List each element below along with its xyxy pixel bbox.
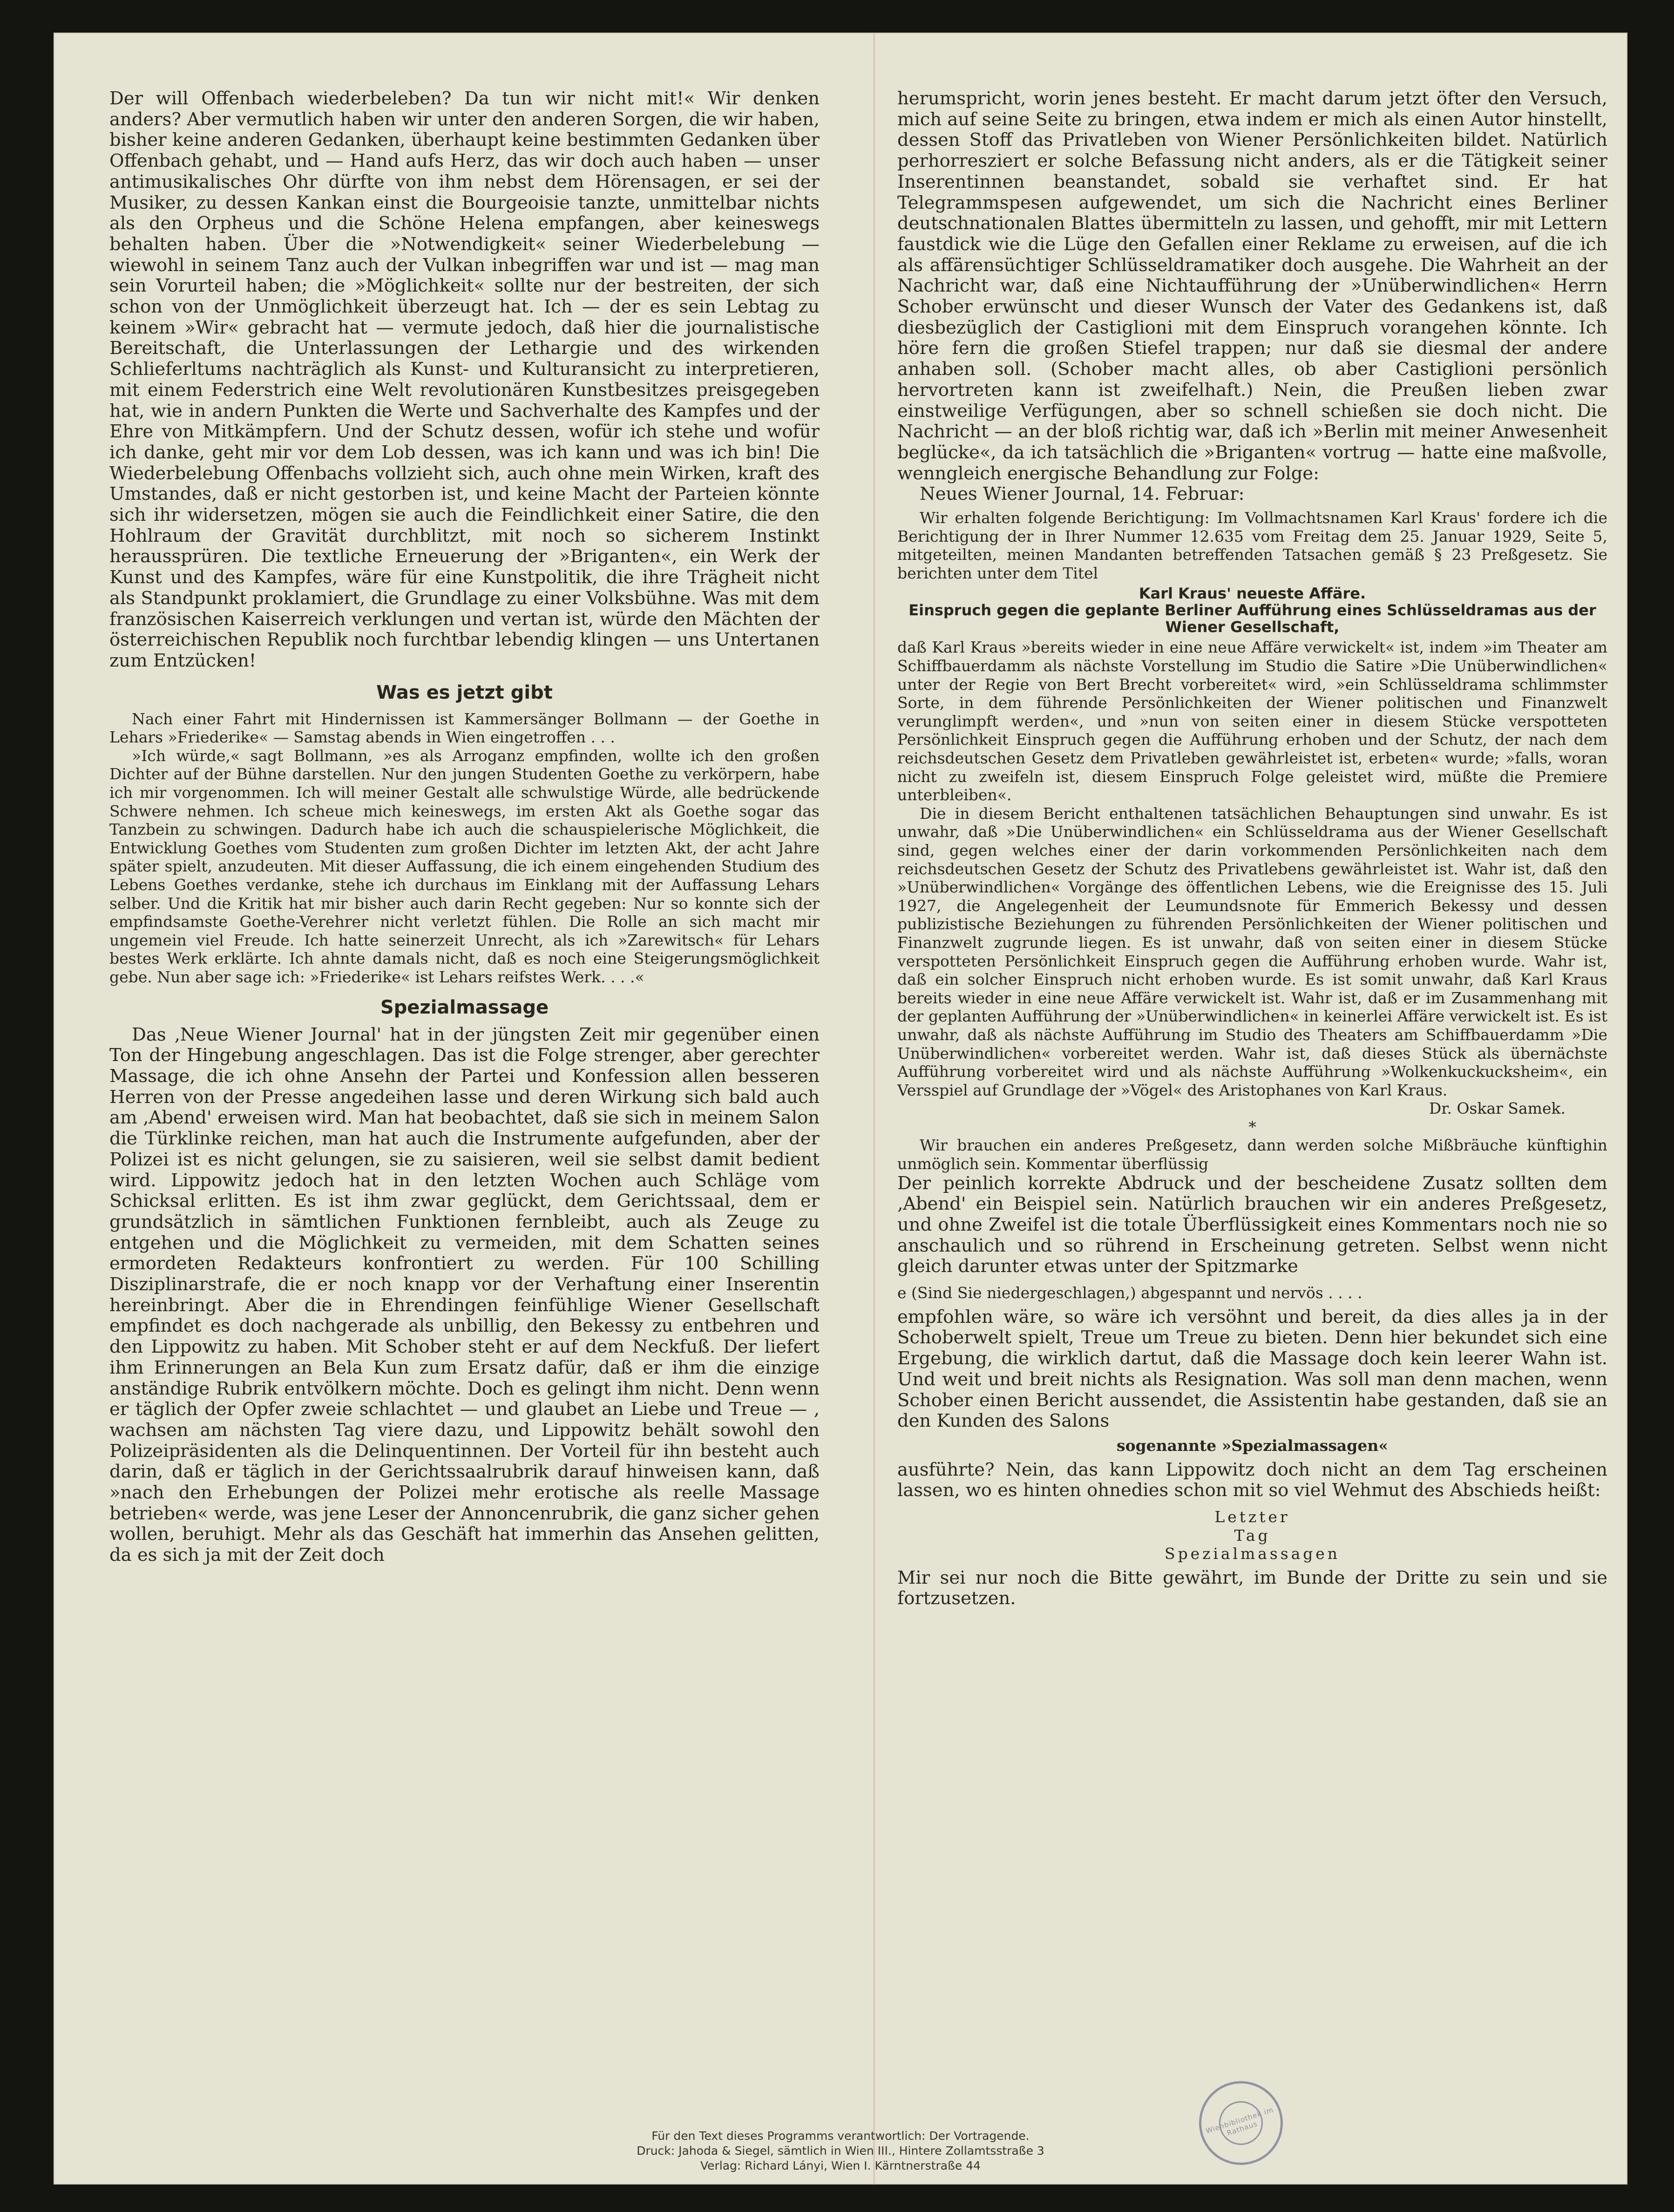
was-es-jetzt-gibt-paragraph-1: Nach einer Fahrt mit Hindernissen ist Kammersänger Bollmann — der Goethe in Lehars »Friederike« — Samstag abends in Wien eingetroffen . . . <box>109 709 820 747</box>
document-page <box>54 33 1627 2185</box>
right-paragraph-1: herumspricht, worin jenes besteht. Er macht darum jetzt öfter den Versuch, mich auf seine Seite zu bringen, etwa indem er mich als einen Autor hinstellt, dessen Stoff das Privatleben von Wiener Persönlichkeiten bildet. Natürlich perhorresziert er solche Befassung nicht anders, als er die Tätigkeit seiner Inserentinnen beanstandet, sobald sie verhaftet sind. Er hat Telegrammspesen aufgewendet, um sich die Nachricht eines Berliner deutschnationalen Blattes übermitteln zu lassen, und gehofft, mir mit Lettern faustdick wie die Lüge den Gefallen einer Reklame zu erweisen, auf die ich als affärensüchtiger Schlüsseldramatiker doch ausgehe. Die Wahrheit an der Nachricht war, daß eine Nichtaufführung der »Unüberwindlichen« Herrn Schober erwünscht und dieser Wunsch der Vater des Gedankens ist, daß diesbezüglich der Castiglioni mit dem Einspruch vorangehen könnte. Ich höre fern die großen Stiefel trappen; nur daß sie diesmal der andere anhaben soll. (Schober macht alles, ob aber Castiglioni persönlich hervortreten kann ist zweifelhaft.) Nein, die Preußen lieben zwar einstweilige Verfügungen, aber so schnell schießen sie doch nicht. Die Nachricht — an der bloß richtig war, daß ich »Berlin mit meiner Anwesenheit beglücke«, da ich tatsächlich die »Briganten« vortrug — hatte eine maßvolle, wenngleich energische Behandlung zur Folge: <box>897 88 1607 484</box>
was-es-jetzt-gibt-paragraph-2: »Ich würde,« sagt Bollmann, »es als Arroganz empfinden, wollte ich den großen Dichter auf der Bühne darstellen. Nur den jungen Studenten Goethe zu verkörpern, habe ich mir vorgenommen. Ich will meiner Gestalt alle schwulstige Würde, alle bedrückende Schwere nehmen. Ich scheue mich keineswegs, im ersten Akt als Goethe sogar das Tanzbein zu schwingen. Dadurch habe ich auch die schauspielerische Möglichkeit, die Entwicklung Goethes vom Studenten zum großen Dichter im letzten Akt, der acht Jahre später spielt, anzudeuten. Mit dieser Auffassung, die ich einem eingehenden Studium des Lebens Goethes verdanke, stehe ich durchaus im Einklang mit der Auffassung Lehars selber. Und die Kritik hat mir bisher auch darin Recht gegeben: Nur so konnte sich der empfindsamste Goethe-Verehrer nicht verletzt fühlen. Die Rolle an sich macht mir ungemein viel Freude. Ich hatte seinerzeit Unrecht, als ich »Zarewitsch« für Lehars bestes Werk erklärte. Ich ahnte damals nicht, daß es noch eine Steigerungsmöglichkeit gebe. Nun aber sage ich: »Friederike« ist Lehars reifstes Werk. . . .« <box>109 746 820 986</box>
notice-line-1: Letzter <box>1214 1507 1290 1526</box>
imprint-line-2: Druck: Jahoda & Siegel, sämtlich in Wien III., Hintere Zollamtsstraße 3 <box>637 2144 1044 2158</box>
notice-line-2: Tag <box>1234 1526 1271 1545</box>
spezialmassagen-quote: sogenannte »Spezialmassagen« <box>1117 1436 1388 1455</box>
berichtigung-quote: daß Karl Kraus »bereits wieder in eine neue Affäre verwickelt« ist, indem »im Theater am Schiffbauerdamm als nächste Vorstellung im Studio die Satire »Die Unüberwindlichen« unter der Regie von Bert Brecht vorbereitet« wird, »ein Schlüsseldrama schlimmster Sorte, in dem führende Persönlichkeiten der Wiener politischen und Finanzwelt verunglimpft werden«, und »nun von seiten einer in diesem Stücke verspotteten Persönlichkeit Einspruch gegen die Aufführung erhoben und der Schutz, der nach dem reichsdeutschen Gesetz dem Privatleben gewährleistet ist, erbeten« wurde; »falls, woran nicht zu zweifeln ist, diesem Einspruch Folge geleistet wird, müßte die Premiere unterbleiben«. <box>897 638 1607 804</box>
berichtigung-rebuttal: Die in diesem Bericht enthaltenen tatsächlichen Behauptungen sind unwahr. Es ist unwahr, daß »Die Unüberwindlichen« ein Schlüsseldrama aus der Wiener Gesellschaft sind, gegen welches einer der darin vorkommenden Persönlichkeiten nach dem reichsdeutschen Gesetz der Schutz des Privatlebens gewährleistet ist. Wahr ist, daß den »Unüberwindlichen« Vorgänge des öffentlichen Lebens, wie die Ereignisse des 15. Juli 1927, die Angelegenheit der Leumundsnote für Emmerich Bekessy und dessen publizistische Beziehungen zu führenden Persönlichkeiten der Wiener politischen und Finanzwelt zugrunde liegen. Es ist unwahr, daß von seiten einer in diesem Stücke verspotteten Persönlichkeit Einspruch gegen die Aufführung erhoben wurde. Wahr ist, daß ein solcher Einspruch nicht erhoben wurde. Es ist somit unwahr, daß Karl Kraus bereits wieder in eine neue Affäre verwickelt ist. Wahr ist, daß er im Zusammenhang mit der geplanten Aufführung der »Unüberwindlichen« in keinerlei Affäre verwickelt ist. Es ist unwahr, daß als nächste Aufführung im Studio des Theaters am Schiffbauerdamm »Die Unüberwindlichen« vorbereitet werden. Wahr ist, daß dieses Stück als übernächste Aufführung vorbereitet wird und als nächste Aufführung »Wolkenkuckucksheim«, ein Versspiel auf Grundlage der »Vögel« des Aristophanes von Karl Kraus. <box>897 804 1607 1099</box>
intro-paragraph: Der will Offenbach wiederbeleben? Da tun wir nicht mit!« Wir denken anders? Aber vermutlich haben wir unter den anderen Sorgen, die wir haben, bisher keine anderen Gedanken, überhaupt keine bestimmten Gedanken über Offenbach gehabt, und — Hand aufs Herz, das wir doch auch haben — unser antimusikalisches Ohr dürfte von ihm nebst dem Hörensagen, er sei der Musiker, zu dessen Kankan einst die Bourgeoisie tanzte, unmittelbar nichts als den Orpheus und die Schöne Helena empfangen, aber keineswegs behalten haben. Über die »Notwendigkeit« seiner Wiederbelebung — wiewohl in seinem Tanz auch der Vulkan inbegriffen war und ist — mag man sein Vorurteil haben; die »Möglichkeit« sollte nur der bestreiten, der sich schon von der Unmöglichkeit überzeugt hat. Ich — der es sein Lebtag zu keinem »Wir« gebracht hat — vermute jedoch, daß hier die journalistische Bereitschaft, die Unterlassungen der Lethargie und des wirkenden Schlieferltums nachträglich als Kunst- und Kulturansicht zu interpretieren, mit einem Federstrich eine Welt revolutionären Kunstbesitzes preisgegeben hat, wie in andern Punkten die Werte und Sachverhalte des Kampfes und der Ehre von Mitkämpfern. Und der Schutz dessen, wofür ich stehe und wofür ich danke, geht mir vor dem Lob dessen, was ich kann und was ich bin! Die Wiederbelebung Offenbachs vollzieht sich, auch ohne mein Wirken, kraft des Umstandes, daß er nicht gestorben ist, und keine Macht der Parteien könnte sich ihr widersetzen, mögen sie auch die Feindlichkeit einer Satire, die den Hohlraum der Gravität durchblitzt, mit noch so sicherem Instinkt heraussprüren. Die textliche Erneuerung der »Briganten«, ein Werk der Kunst und des Kampfes, wäre für eine Kunstpolitik, die ihre Trägheit nicht als Standpunkt proklamiert, die Grundlage zu einer Volksbühne. Was mit dem französischen Kaiserreich verklungen und vertan ist, würde den Mächten der österreichischen Republik noch furchtbar lebendig klingen — uns Untertanen zum Entzücken! <box>109 88 820 671</box>
left-column <box>109 88 820 1566</box>
quoted-subtitle: Einspruch gegen die geplante Berliner Aufführung eines Schlüsseldramas aus der Wiener Gesellschaft, <box>908 601 1596 636</box>
journal-comment: Wir brauchen ein anderes Preßgesetz, dann werden solche Mißbräuche künftighin unmöglich sein. Kommentar überflüssig <box>897 1136 1607 1173</box>
section-heading-spezialmassage: Spezialmassage <box>380 996 549 1018</box>
signature: Dr. Oskar Samek. <box>1429 1099 1566 1118</box>
right-paragraph-4: ausführte? Nein, das kann Lippowitz doch nicht an dem Tag erscheinen lassen, wo es hinten ohnedies schon mit so viel Wehmut des Abschieds heißt: <box>897 1459 1607 1501</box>
imprint-line-3: Verlag: Richard Lányi, Wien I. Kärntnerstraße 44 <box>700 2159 981 2172</box>
separator-asterisk: * <box>1248 1117 1256 1136</box>
library-stamp-text: Wienbibliothek im Rathaus <box>1205 2105 1275 2137</box>
imprint-footer <box>54 2129 1627 2173</box>
advertisement-line: e (Sind Sie niedergeschlagen,) abgespannt und nervös . . . . <box>897 1284 1362 1302</box>
right-column <box>897 88 1607 1609</box>
section-heading-was-es-jetzt-gibt: Was es jetzt gibt <box>376 681 553 703</box>
imprint-line-1: Für den Text dieses Programms verantwortlich: Der Vortragende. <box>651 2129 1030 2143</box>
closing-paragraph: Mir sei nur noch die Bitte gewährt, im Bunde der Dritte zu sein und sie fortzusetzen. <box>897 1567 1607 1609</box>
berichtigung-intro: Wir erhalten folgende Berichtigung: Im Vollmachtsnamen Karl Kraus' fordere ich die Berichtigung der in Ihrer Nummer 12.635 vom Freitag dem 25. Januar 1929, Seite 5, mitgeteilten, meinen Mandanten betreffenden Tatsachen gemäß § 23 Preßgesetz. Sie berichten unter dem Titel <box>897 509 1607 582</box>
right-paragraph-2: Der peinlich korrekte Abdruck und der bescheidene Zusatz sollten dem ‚Abend' ein Beispiel sein. Natürlich brauchen wir ein anderes Preßgesetz, und ohne Zweifel ist die totale Überflüssigkeit eines Kommentars noch nie so anschaulich und so rührend in Erscheinung getreten. Selbst wenn nicht gleich darunter etwas unter der Spitzmarke <box>897 1172 1607 1277</box>
quoted-title: Karl Kraus' neueste Affäre. <box>1139 585 1366 603</box>
library-stamp <box>1199 2081 1283 2165</box>
journal-date-line: Neues Wiener Journal, 14. Februar: <box>920 483 1245 505</box>
right-paragraph-3: empfohlen wäre, so wäre ich versöhnt und bereit, da dies alles ja in der Schoberwelt spielt, Treue um Treue zu bieten. Denn hier bekundet sich eine Ergebung, die wirklich dartut, daß die Massage doch kein leerer Wahn ist. Und weit und breit nichts als Resignation. Was soll man denn machen, wenn Schober einen Bericht aussendet, die Assistentin habe gestanden, daß sie an den Kunden des Salons <box>897 1306 1607 1432</box>
spezialmassage-paragraph: Das ‚Neue Wiener Journal' hat in der jüngsten Zeit mir gegenüber einen Ton der Hingebung angeschlagen. Das ist die Folge strenger, aber gerechter Massage, die ich ohne Ansehn der Partei und Konfession allen besseren Herren von der Presse angedeihen lasse und deren Wirkung sich bald auch am ‚Abend' erweisen wird. Man hat beobachtet, daß sie sich in meinem Salon die Türklinke reichen, man hat auch die Instrumente aufgefunden, aber der Polizei ist es nicht gelungen, sie zu saisieren, weil sie selbst damit bedient wird. Lippowitz jedoch hat in den letzten Wochen auch Schläge vom Schicksal erlitten. Es ist ihm zwar geglückt, dem Gerichtssaal, dem er grundsätzlich in sämtlichen Funktionen fernbleibt, auch als Zeuge zu entgehen und die Möglichkeit zu vermeiden, mit dem Schatten seines ermordeten Redakteurs konfrontiert zu werden. Für 100 Schilling Disziplinarstrafe, die er noch knapp vor der Verhaftung einer Inserentin hereinbringt. Aber die in Ehrendingen feinfühlige Wiener Gesellschaft empfindet es doch nachgerade als unbillig, den Bekessy zu entbehren und den Lippowitz zu haben. Mit Schober steht er auf dem Neckfuß. Der liefert ihm Erinnerungen an Bela Kun zum Ersatz dafür, daß er ihm die einzige anständige Rubrik entvölkern möchte. Doch es gelingt ihm nicht. Denn wenn er täglich der Opfer zweie schlachtet — und glaubet an Liebe und Treue — , wachsen am nächsten Tag viere dazu, und Lippowitz behält sowohl den Polizeipräsidenten als die Delinquentinnen. Der Vorteil für ihn besteht auch darin, daß er täglich in der Gerichtssaalrubrik darauf hinweisen kann, daß »nach den Erhebungen der Polizei mehr erotische als reelle Massage betrieben« werde, was jene Leser der Annoncenrubrik, die ganz sicher gehen wollen, beruhigt. Mehr als das Geschäft hat immerhin das Ansehen gelitten, da es sich ja mit der Zeit doch <box>109 1024 820 1566</box>
page-fold <box>873 33 875 2185</box>
notice-line-3: Spezialmassagen <box>1165 1545 1340 1563</box>
